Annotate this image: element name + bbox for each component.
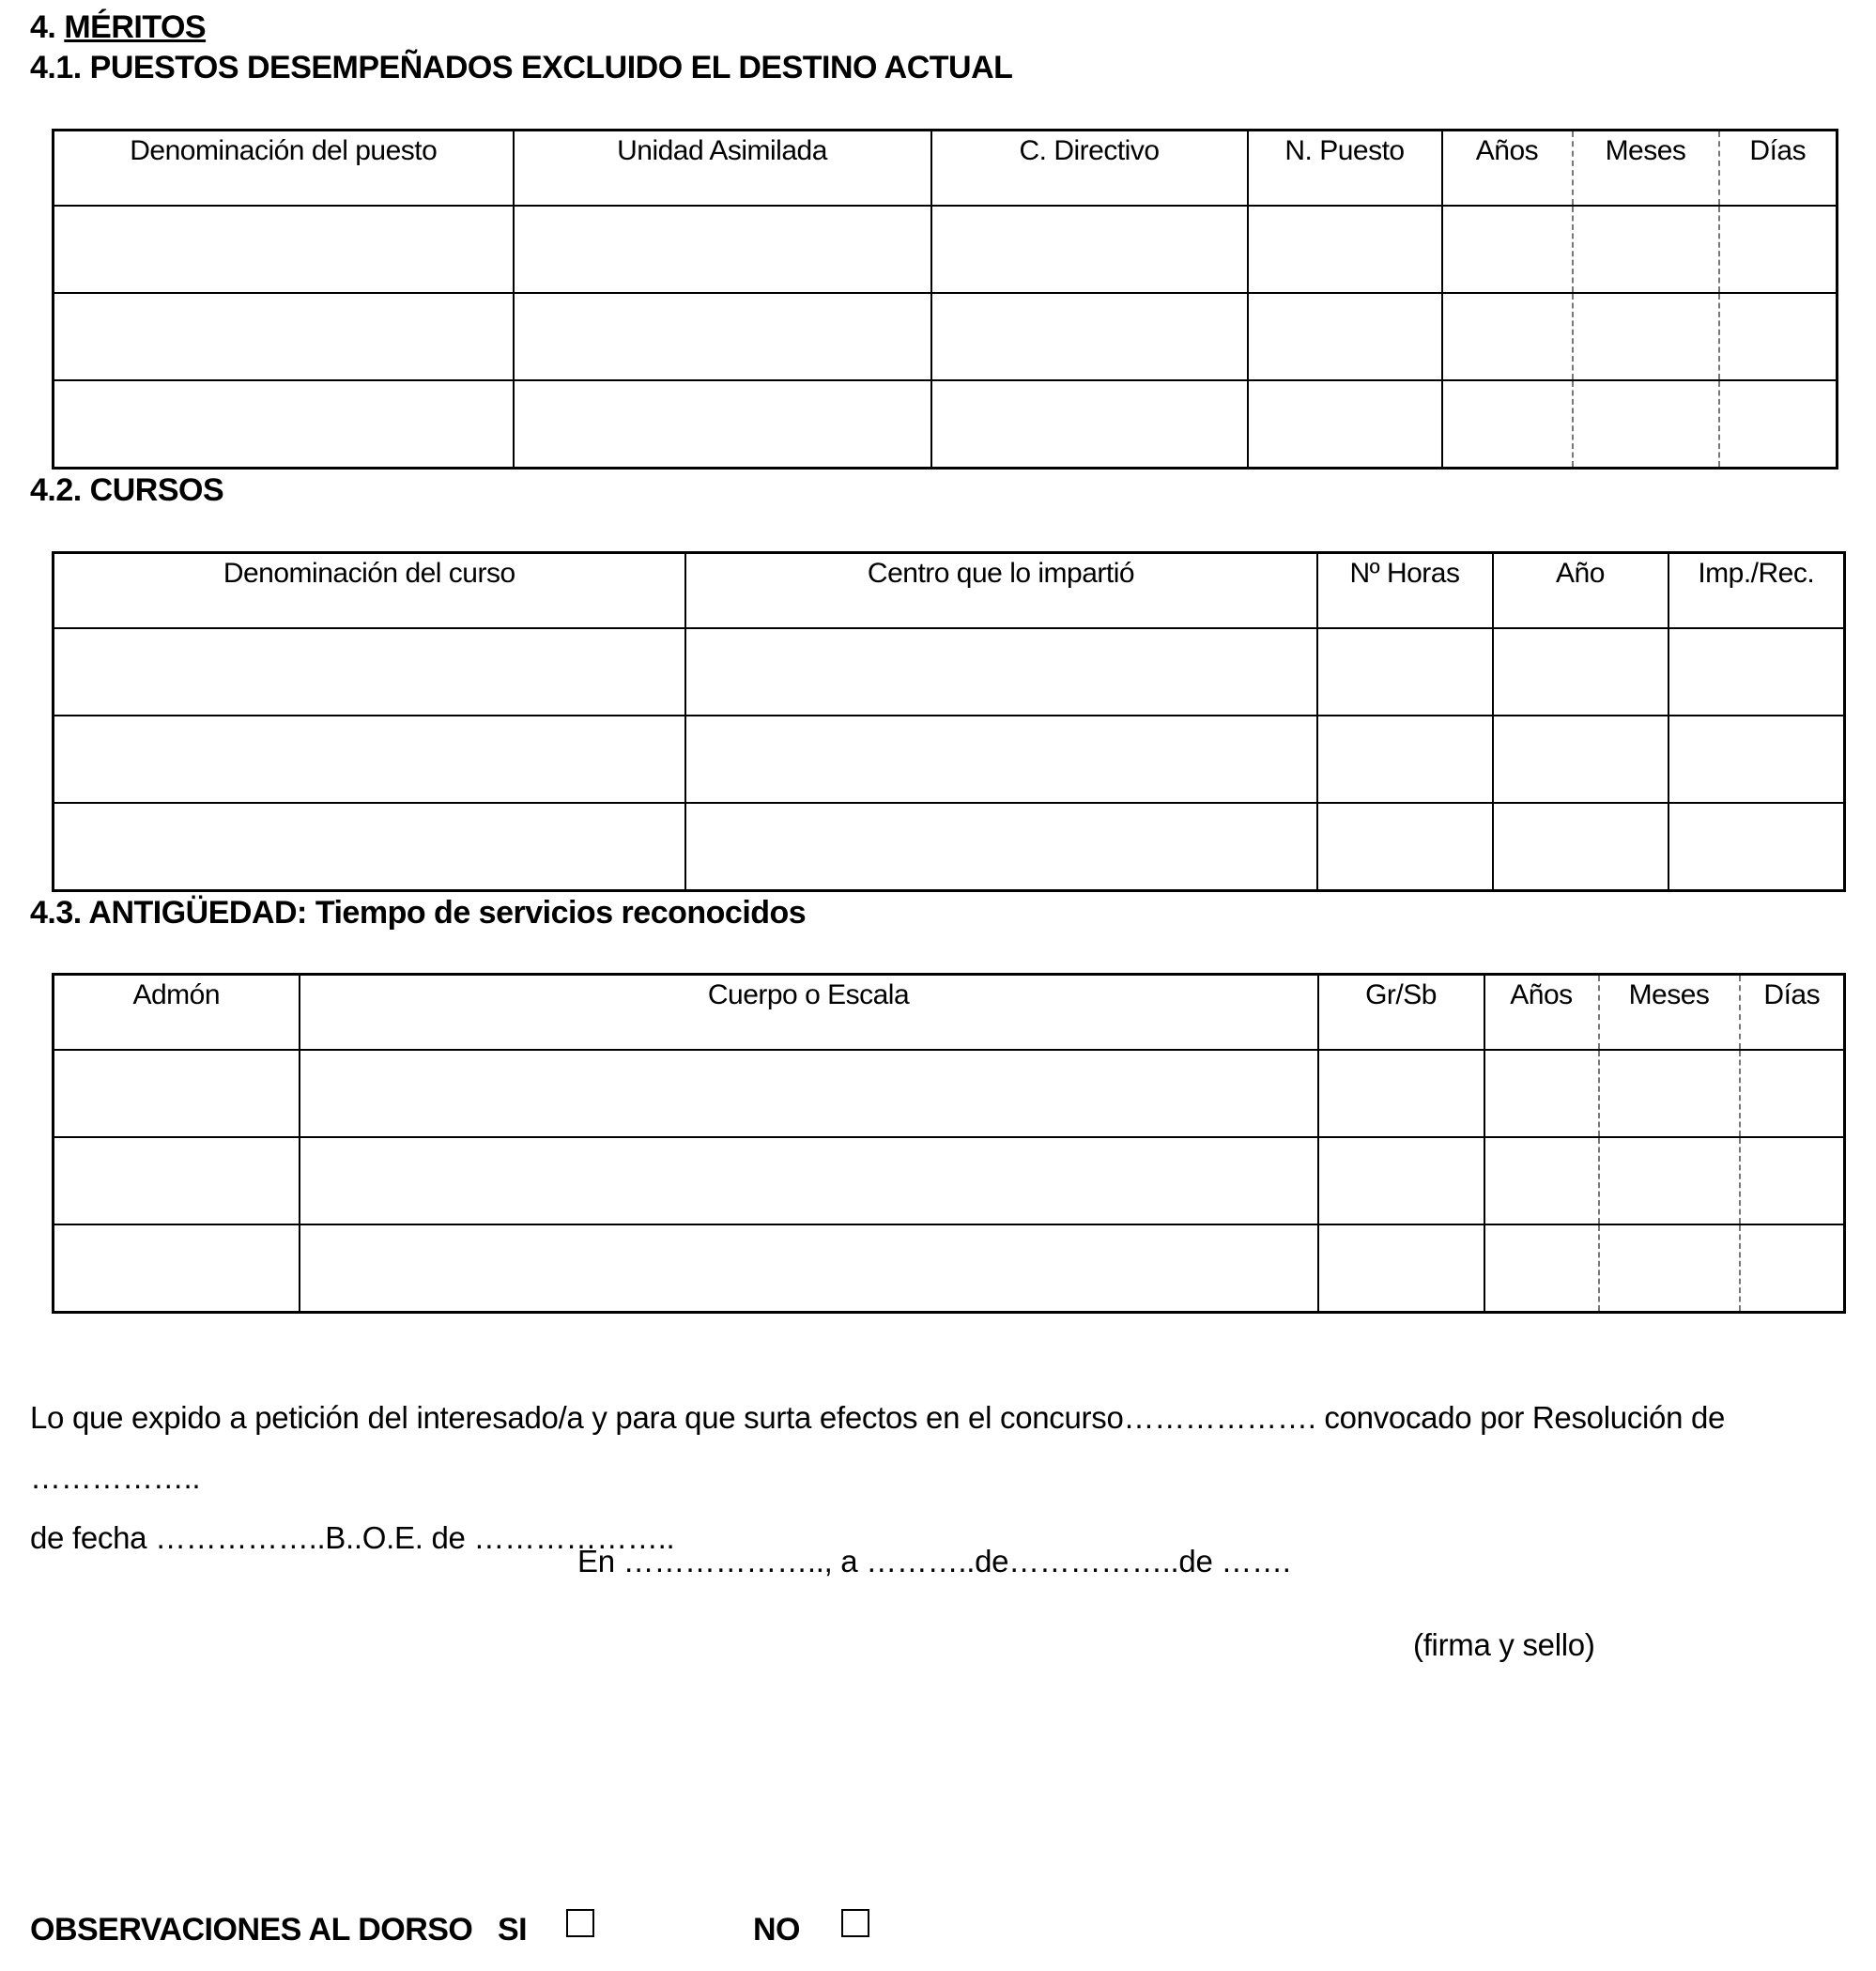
table-cell[interactable]: [1248, 380, 1442, 469]
signature-label: (firma y sello): [1413, 1627, 1595, 1662]
courses-table: [52, 551, 1846, 892]
positions-table: [52, 129, 1838, 470]
table-cell[interactable]: [1668, 803, 1845, 891]
table-row: [54, 293, 1838, 380]
no-checkbox[interactable]: [841, 1909, 869, 1937]
table-cell[interactable]: [1317, 628, 1493, 716]
table-header-row: [54, 975, 1845, 1050]
table-cell[interactable]: [1484, 1137, 1599, 1224]
table-cell[interactable]: [1719, 206, 1838, 293]
table-cell[interactable]: [931, 380, 1248, 469]
place-date-line: En ……………….., a ………..de……………..de …….: [577, 1544, 1291, 1578]
table-cell[interactable]: [1248, 206, 1442, 293]
yes-label: SI: [498, 1912, 528, 1948]
table-header-row: [54, 131, 1838, 206]
table-cell[interactable]: [54, 206, 514, 293]
col-header: Meses: [1599, 975, 1740, 1050]
table-cell[interactable]: [54, 1050, 300, 1137]
section-title: MÉRITOS: [64, 9, 207, 45]
table-cell[interactable]: [1493, 803, 1668, 891]
col-header: Año: [1493, 553, 1668, 628]
s43-heading: 4.3. ANTIGÜEDAD: Tiempo de servicios reconocidos: [30, 895, 807, 931]
table-cell[interactable]: [54, 716, 685, 803]
table-cell[interactable]: [1317, 716, 1493, 803]
col-header: Cuerpo o Escala: [300, 975, 1318, 1050]
table-row: [54, 1224, 1845, 1313]
table-row: [54, 1137, 1845, 1224]
table-cell[interactable]: [1442, 206, 1573, 293]
table-cell[interactable]: [1573, 380, 1719, 469]
table-cell[interactable]: [1318, 1224, 1484, 1313]
table-cell[interactable]: [54, 293, 514, 380]
table-cell[interactable]: [1318, 1137, 1484, 1224]
table-cell[interactable]: [1493, 628, 1668, 716]
table-row: [54, 716, 1845, 803]
seniority-table: [52, 973, 1846, 1314]
yes-checkbox[interactable]: [566, 1909, 594, 1937]
table-cell[interactable]: [1668, 716, 1845, 803]
col-header: N. Puesto: [1248, 131, 1442, 206]
table-cell[interactable]: [54, 628, 685, 716]
table-cell[interactable]: [685, 803, 1317, 891]
table-cell[interactable]: [1573, 293, 1719, 380]
table-cell[interactable]: [1573, 206, 1719, 293]
table-cell[interactable]: [300, 1137, 1318, 1224]
col-header: Imp./Rec.: [1668, 553, 1845, 628]
col-header: Meses: [1573, 131, 1719, 206]
table-cell[interactable]: [514, 380, 931, 469]
table-cell[interactable]: [1599, 1050, 1740, 1137]
table-cell[interactable]: [1318, 1050, 1484, 1137]
table-cell[interactable]: [300, 1224, 1318, 1313]
certificate-line-2: de fecha ……………..B..O.E. de ………………..: [30, 1520, 675, 1555]
s41-heading: 4.1. PUESTOS DESEMPEÑADOS EXCLUIDO EL DESTINO ACTUAL: [30, 50, 1013, 85]
table-cell[interactable]: [1317, 803, 1493, 891]
no-label: NO: [753, 1912, 800, 1948]
table-header-row: [54, 553, 1845, 628]
table-cell[interactable]: [300, 1050, 1318, 1137]
table-row: [54, 1050, 1845, 1137]
table-cell[interactable]: [1248, 293, 1442, 380]
col-header: C. Directivo: [931, 131, 1248, 206]
table-cell[interactable]: [1719, 380, 1838, 469]
certificate-text: [30, 1388, 1852, 1568]
table-cell[interactable]: [514, 206, 931, 293]
table-cell[interactable]: [1740, 1050, 1845, 1137]
table-cell[interactable]: [54, 1137, 300, 1224]
table-cell[interactable]: [1599, 1137, 1740, 1224]
table-cell[interactable]: [54, 380, 514, 469]
col-header: Denominación del puesto: [54, 131, 514, 206]
table-cell[interactable]: [931, 293, 1248, 380]
table-cell[interactable]: [1484, 1050, 1599, 1137]
observations-label: OBSERVACIONES AL DORSO: [30, 1912, 473, 1948]
table-cell[interactable]: [1493, 716, 1668, 803]
table-cell[interactable]: [1740, 1137, 1845, 1224]
col-header: Años: [1484, 975, 1599, 1050]
table-cell[interactable]: [54, 803, 685, 891]
col-header: Unidad Asimilada: [514, 131, 931, 206]
table-cell[interactable]: [1719, 293, 1838, 380]
section-number: 4.: [30, 9, 56, 45]
col-header: Días: [1719, 131, 1838, 206]
col-header: Centro que lo impartió: [685, 553, 1317, 628]
col-header: Días: [1740, 975, 1845, 1050]
table-row: [54, 803, 1845, 891]
table-cell[interactable]: [1599, 1224, 1740, 1313]
col-header: Años: [1442, 131, 1573, 206]
table-cell[interactable]: [685, 716, 1317, 803]
table-cell[interactable]: [1484, 1224, 1599, 1313]
table-cell[interactable]: [685, 628, 1317, 716]
table-cell[interactable]: [1442, 293, 1573, 380]
table-row: [54, 206, 1838, 293]
table-row: [54, 628, 1845, 716]
col-header: Admón: [54, 975, 300, 1050]
col-header: Nº Horas: [1317, 553, 1493, 628]
section-heading: [30, 11, 206, 43]
table-cell[interactable]: [514, 293, 931, 380]
table-cell[interactable]: [1442, 380, 1573, 469]
table-cell[interactable]: [931, 206, 1248, 293]
table-cell[interactable]: [54, 1224, 300, 1313]
s42-heading: 4.2. CURSOS: [30, 472, 224, 508]
table-cell[interactable]: [1668, 628, 1845, 716]
col-header: Gr/Sb: [1318, 975, 1484, 1050]
col-header: Denominación del curso: [54, 553, 685, 628]
table-row: [54, 380, 1838, 469]
table-cell[interactable]: [1740, 1224, 1845, 1313]
certificate-line-1: Lo que expido a petición del interesado/a y para que surta efectos en el concurso………………. convocado por Resolución de ……………..: [30, 1400, 1726, 1495]
